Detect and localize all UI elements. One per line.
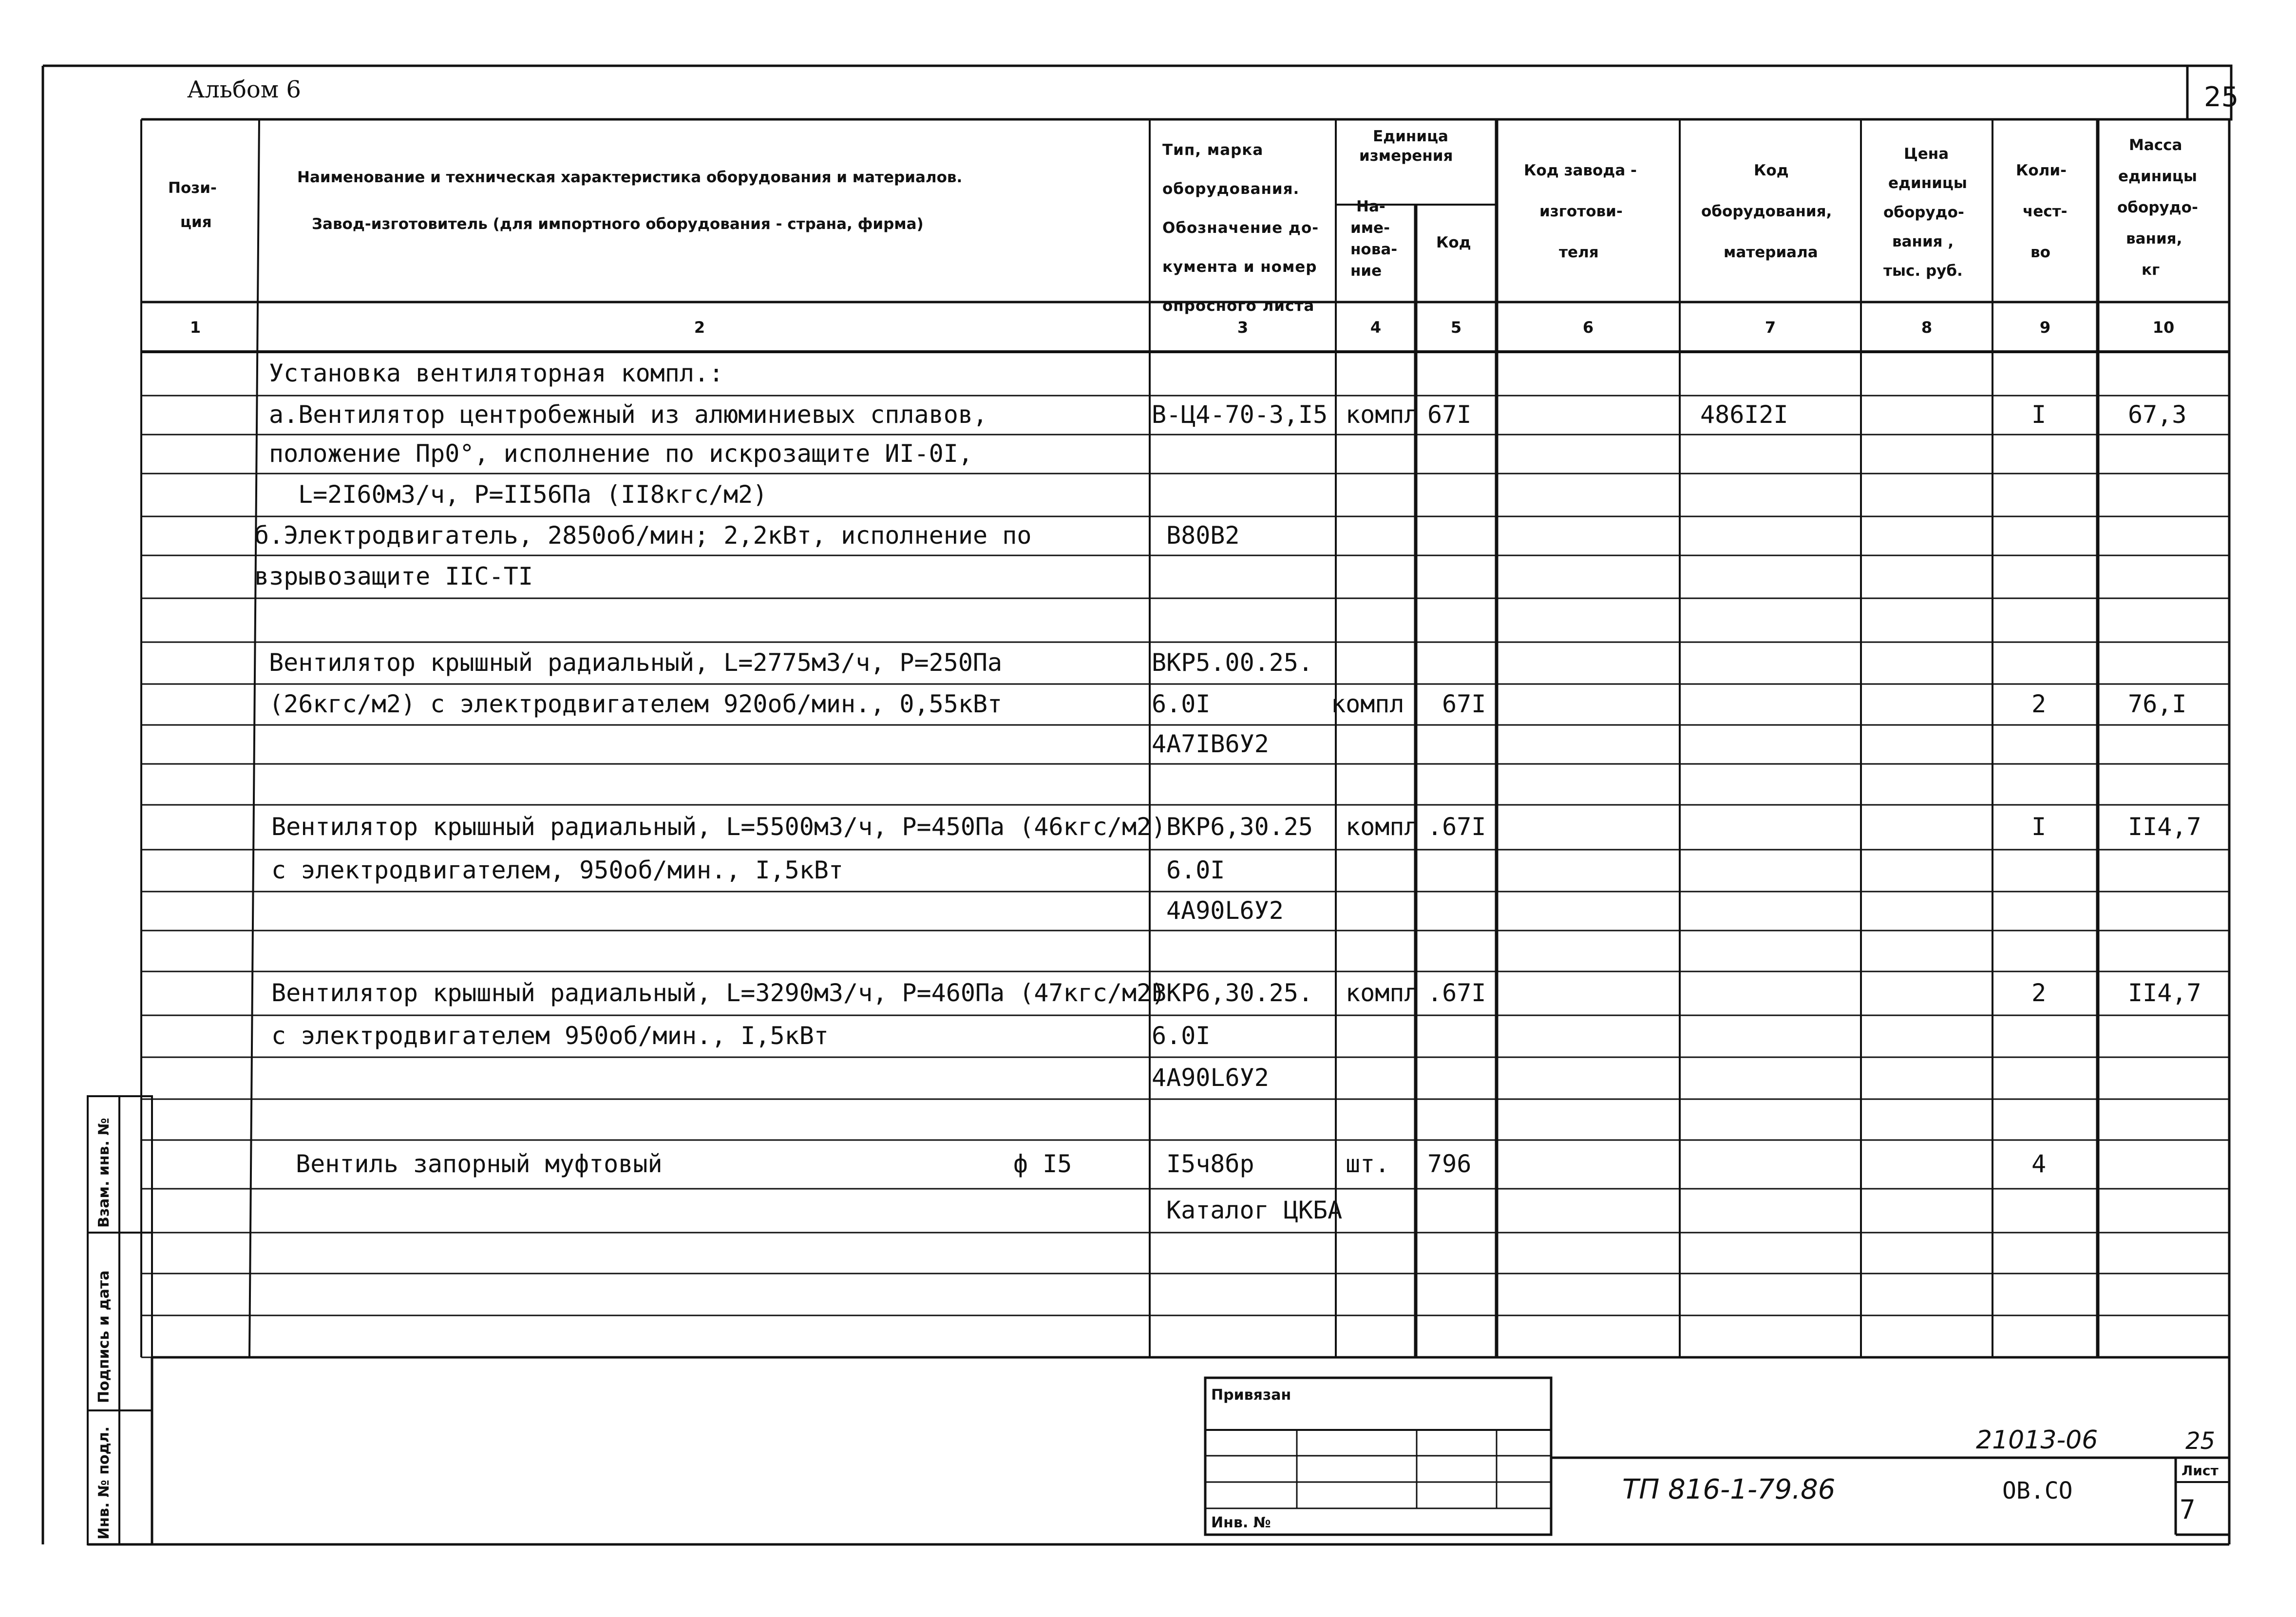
cell-unit-code: .67I: [1427, 813, 1486, 841]
cell-mass: II4,7: [2128, 813, 2201, 841]
column-number: 3: [1237, 318, 1249, 337]
cell-type: 6.0I: [1152, 1022, 1211, 1050]
header-col1: ция: [180, 213, 212, 231]
header-col6: теля: [1559, 244, 1599, 261]
cell-unit: компл: [1346, 400, 1419, 429]
header-col7: материала: [1724, 244, 1818, 261]
cell-type: I5ч8бр: [1166, 1150, 1254, 1178]
attached-label: Привязан: [1211, 1387, 1291, 1404]
album-label: Альбом 6: [187, 76, 301, 103]
cell-type: ВКР6,30.25: [1166, 813, 1313, 841]
cell-name: Вентилятор крышный радиальный, L=5500м3/ч, P=450Па (46кгс/м2): [271, 813, 1166, 841]
header-col4: име-: [1350, 219, 1390, 237]
cell-qty: 2: [2031, 690, 2047, 718]
page-number: 25: [2204, 81, 2239, 113]
cell-unit-code: .67I: [1427, 979, 1486, 1007]
cell-name-suffix: ф I5: [1013, 1150, 1072, 1178]
cell-qty: I: [2031, 400, 2047, 429]
column-number: 5: [1450, 318, 1462, 337]
section-code: ОВ.СО: [2002, 1477, 2073, 1504]
column-number: 10: [2152, 318, 2175, 337]
cell-type: ВКР6,30.25.: [1152, 979, 1313, 1007]
header-col6: Код завода -: [1524, 162, 1637, 179]
header-col9: во: [2030, 244, 2050, 261]
header-col8: единицы: [1888, 174, 1967, 192]
header-unit-group: измерения: [1359, 147, 1453, 165]
header-col2: Наименование и техническая характеристика оборудования и материалов.: [297, 169, 963, 186]
side-stamp-signature-date: Подпись и дата: [95, 1270, 113, 1403]
cell-mass: II4,7: [2128, 979, 2201, 1007]
cell-name: а.Вентилятор центробежный из алюминиевых сплавов,: [269, 400, 988, 429]
header-col6: изготови-: [1539, 203, 1623, 220]
cell-unit: компл: [1346, 979, 1419, 1007]
header-col10: Масса: [2129, 136, 2182, 154]
cell-type: 6.0I: [1152, 690, 1211, 718]
header-col4: нова-: [1350, 241, 1398, 258]
cell-unit: шт.: [1346, 1150, 1390, 1178]
project-code: 21013-06: [1976, 1426, 2098, 1455]
header-col3: кумента и номер: [1162, 258, 1317, 276]
cell-name: б.Электродвигатель, 2850об/мин; 2,2кВт, исполнение по: [254, 521, 1032, 550]
cell-name: с электродвигателем 950об/мин., I,5кВт: [271, 1022, 829, 1050]
cell-type: 4А90L6У2: [1166, 896, 1284, 925]
header-col3: опросного листа: [1162, 297, 1315, 315]
cell-name: Вентиль запорный муфтовый: [296, 1150, 663, 1178]
header-col8: Цена: [1904, 145, 1949, 163]
header-col2: Завод-изготовитель (для импортного оборудования - страна, фирма): [312, 215, 924, 233]
header-col4: ние: [1350, 262, 1382, 280]
cell-type: 6.0I: [1166, 856, 1225, 884]
header-col5: Код: [1436, 234, 1471, 251]
inv-label: Инв. №: [1211, 1514, 1271, 1531]
cell-unit-code: 67I: [1442, 690, 1486, 718]
column-number: 2: [694, 318, 705, 337]
cell-mass: 76,I: [2128, 690, 2187, 718]
side-stamp-original-inv: Инв. № подл.: [95, 1426, 113, 1540]
header-col1: Пози-: [168, 179, 217, 197]
cell-name: Вентилятор крышный радиальный, L=3290м3/ч, P=460Па (47кгс/м2): [271, 979, 1166, 1007]
page-right: 25: [2185, 1427, 2216, 1455]
column-number: 1: [190, 318, 201, 337]
header-col7: оборудования,: [1701, 203, 1832, 220]
cell-name: с электродвигателем, 950об/мин., I,5кВт: [271, 856, 843, 884]
cell-type: ВКР5.00.25.: [1152, 648, 1313, 677]
cell-unit: компл: [1331, 690, 1404, 718]
cell-equip-code: 486I2I: [1700, 400, 1788, 429]
header-col10: вания,: [2126, 230, 2182, 247]
header-col3: Тип, марка: [1162, 141, 1264, 159]
cell-name: L=2I60м3/ч, P=II56Па (II8кгс/м2): [298, 480, 768, 509]
side-stamp-replace-inv: Взам. инв. №: [95, 1118, 113, 1228]
cell-name: Вентилятор крышный радиальный, L=2775м3/ч, P=250Па: [269, 648, 1003, 677]
doc-code: ТП 816-1-79.86: [1622, 1474, 1836, 1505]
header-col3: оборудования.: [1162, 180, 1300, 198]
cell-name: взрывозащите IIС-TI: [254, 562, 533, 590]
header-col8: вания ,: [1892, 233, 1954, 250]
header-col9: чест-: [2023, 203, 2068, 220]
header-col3: Обозначение до-: [1162, 219, 1319, 237]
cell-type: Каталог ЦКБА: [1166, 1196, 1343, 1224]
header-col7: Код: [1754, 162, 1789, 179]
column-line: [249, 119, 259, 1357]
header-col8: тыс. руб.: [1883, 262, 1963, 280]
column-number: 4: [1370, 318, 1382, 337]
cell-name: положение Пр0°, исполнение по искрозащите ИI-0I,: [269, 439, 973, 468]
cell-mass: 67,3: [2128, 400, 2187, 429]
column-number: 6: [1582, 318, 1594, 337]
cell-type: В80В2: [1166, 521, 1240, 550]
cell-name: (26кгс/м2) с электродвигателем 920об/мин., 0,55кВт: [269, 690, 1003, 718]
cell-type: В-Ц4-70-3,I5: [1152, 400, 1328, 429]
header-col10: кг: [2142, 261, 2160, 279]
column-number: 8: [1921, 318, 1933, 337]
cell-type: 4А7IВ6У2: [1152, 730, 1269, 758]
cell-type: 4А90L6У2: [1152, 1064, 1269, 1092]
cell-unit-code: 67I: [1427, 400, 1472, 429]
cell-qty: 4: [2031, 1150, 2047, 1178]
sheet-number: 7: [2180, 1494, 2196, 1525]
header-unit-group: Единица: [1373, 128, 1448, 145]
cell-qty: 2: [2031, 979, 2047, 1007]
header-col9: Коли-: [2016, 162, 2067, 179]
column-number: 7: [1765, 318, 1776, 337]
header-col4: На-: [1356, 198, 1385, 215]
cell-unit: компл: [1346, 813, 1419, 841]
header-col8: оборудо-: [1883, 204, 1964, 221]
column-number: 9: [2039, 318, 2051, 337]
cell-unit-code: 796: [1427, 1150, 1472, 1178]
header-col10: оборудо-: [2117, 199, 2198, 216]
cell-name: Установка вентиляторная компл.:: [269, 359, 724, 387]
sheet-label: Лист: [2182, 1463, 2219, 1479]
cell-qty: I: [2031, 813, 2047, 841]
header-col10: единицы: [2118, 168, 2197, 185]
